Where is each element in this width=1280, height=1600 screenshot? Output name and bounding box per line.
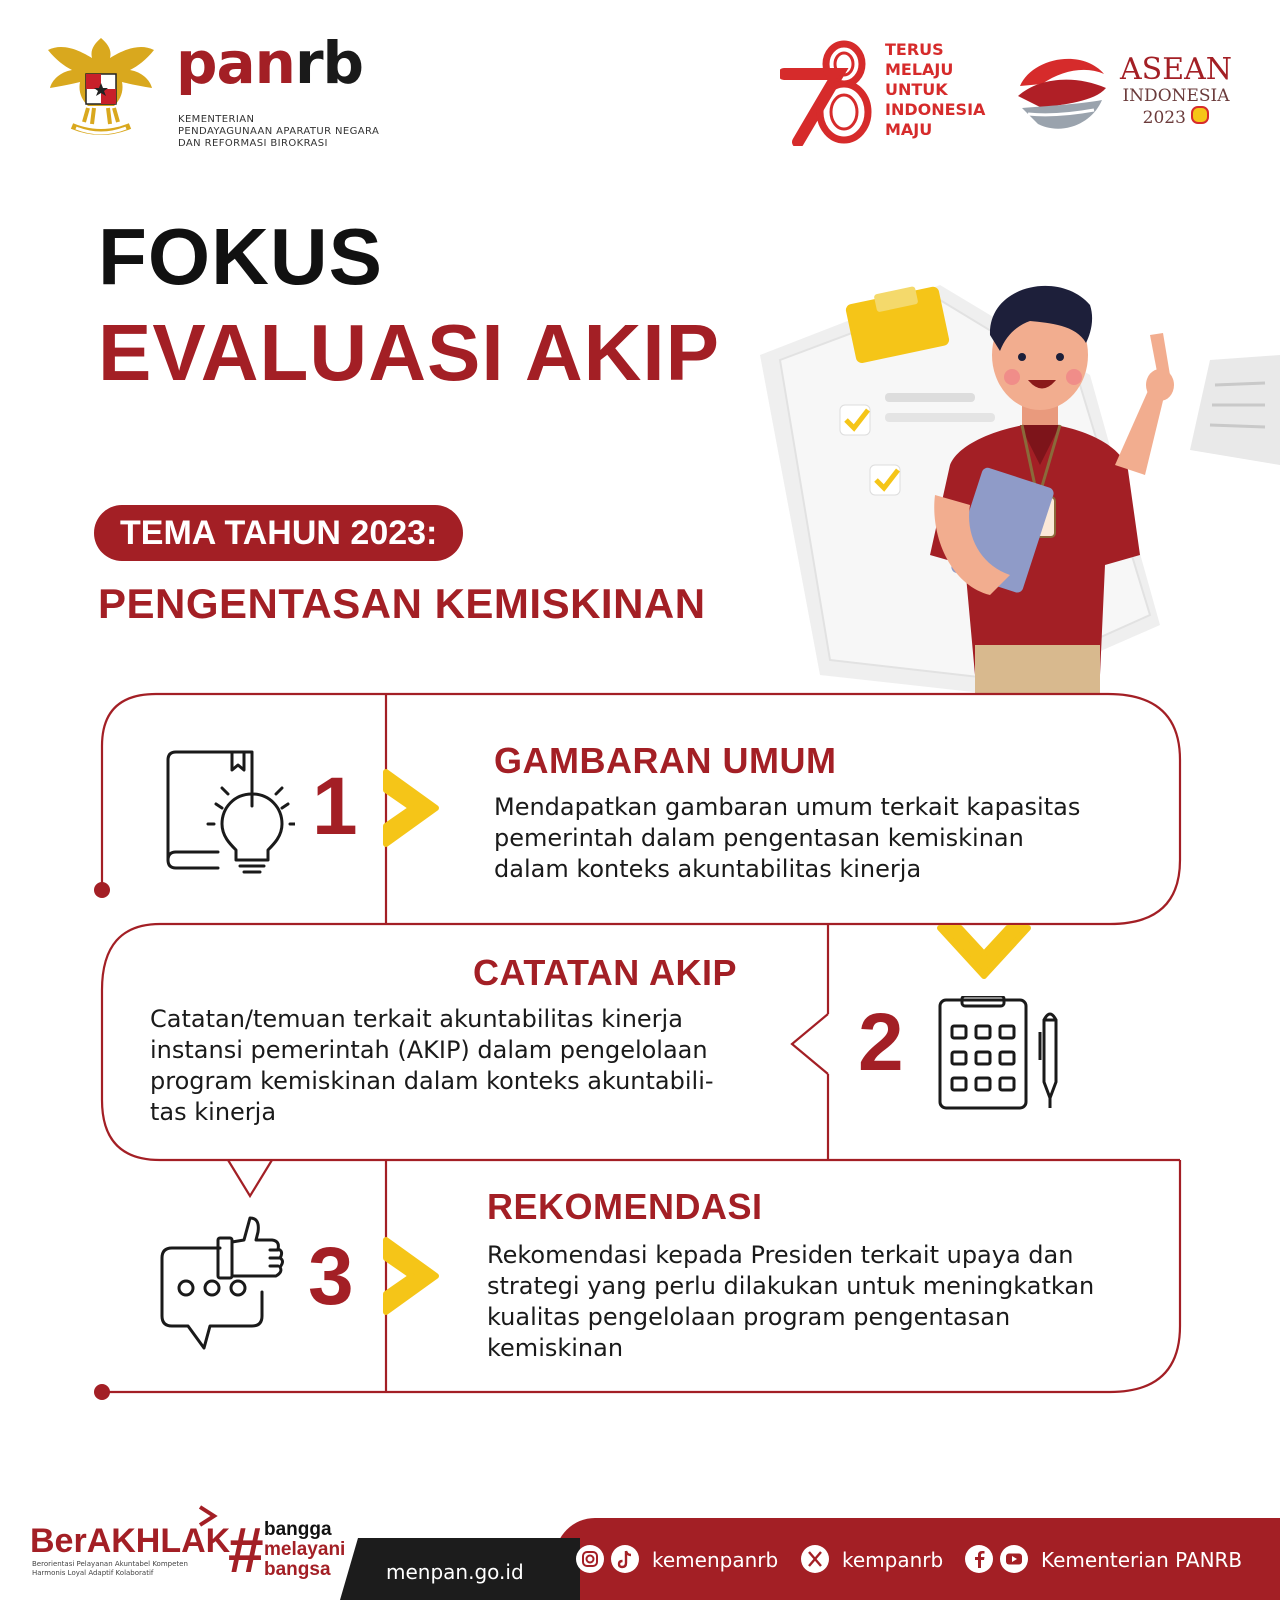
theme-value: PENGENTASAN KEMISKINAN	[98, 580, 706, 627]
x-twitter-icon[interactable]	[800, 1544, 830, 1574]
step-body-line: kualitas pengelolaan program pengentasan	[487, 1303, 1011, 1331]
step-body-line: Rekomendasi kepada Presiden terkait upaya dan	[487, 1241, 1074, 1269]
page-title-line1: FOKUS	[98, 212, 383, 301]
instagram-icon[interactable]	[575, 1544, 605, 1574]
step-3-body	[487, 1240, 1094, 1364]
asean-country: INDONESIA	[1122, 86, 1230, 106]
facebook-youtube-handle[interactable]: Kementerian PANRB	[1041, 1548, 1243, 1572]
step-2-heading: CATATAN AKIP	[473, 952, 737, 993]
thumbs-up-chat-icon	[158, 1214, 288, 1354]
bangsa-word: bangsa	[264, 1559, 331, 1580]
hashtag-mark: #	[228, 1514, 264, 1586]
berakhlak-logo: BerAKHLAK	[30, 1522, 231, 1560]
book-lightbulb-icon	[160, 748, 295, 878]
step-body-line: kemiskinan	[487, 1334, 624, 1362]
ministry-line: DAN REFORMASI BIROKRASI	[178, 138, 328, 149]
asean-title: ASEAN	[1120, 52, 1233, 87]
step-1-heading: GAMBARAN UMUM	[494, 740, 837, 781]
step-body-line: tas kinerja	[150, 1098, 277, 1126]
tagline-line: INDONESIA	[885, 100, 986, 119]
step-body-line: Mendapatkan gambaran umum terkait kapasitas	[494, 793, 1081, 821]
step-body-line: strategi yang perlu dilakukan untuk meningkatkan	[487, 1272, 1095, 1300]
step-body-line: program kemiskinan dalam konteks akuntabili-	[150, 1067, 714, 1095]
tagline-line: TERUS	[885, 40, 944, 59]
theme-label-badge: TEMA TAHUN 2023:	[94, 505, 463, 561]
ministry-line: KEMENTERIAN	[178, 114, 255, 125]
step-body-line: Catatan/temuan terkait akuntabilitas kinerja	[150, 1005, 683, 1033]
tagline-line: UNTUK	[885, 80, 948, 99]
step-body-line: dalam konteks akuntabilitas kinerja	[494, 855, 922, 883]
checklist-pen-icon	[936, 996, 1066, 1112]
step-3-number: 3	[308, 1231, 354, 1322]
tiktok-icon[interactable]	[610, 1544, 640, 1574]
berakhlak-sub-line: Harmonis Loyal Adaptif Kolaboratif	[32, 1569, 154, 1577]
step-1-body	[494, 792, 1080, 885]
panrb-logo-pan: pan	[176, 29, 295, 97]
tagline-line: MAJU	[885, 120, 933, 139]
step-2-number: 2	[858, 997, 904, 1088]
berakhlak-sub-line: Berorientasi Pelayanan Akuntabel Kompeten	[32, 1560, 188, 1568]
melayani-word: melayani	[264, 1539, 346, 1560]
asean-year: 2023	[1120, 106, 1232, 129]
instagram-tiktok-handle[interactable]: kemenpanrb	[652, 1548, 779, 1572]
step-1-number: 1	[312, 761, 358, 852]
tagline-line: MELAJU	[885, 60, 954, 79]
website-link[interactable]: menpan.go.id	[386, 1560, 524, 1584]
berakhlak-subtitle	[32, 1560, 188, 1578]
x-handle[interactable]: kempanrb	[842, 1548, 944, 1572]
ministry-line: PENDAYAGUNAAN APARATUR NEGARA	[178, 126, 380, 137]
panrb-logo-rb: rb	[294, 29, 364, 97]
berakhlak-arrow-icon	[196, 1505, 218, 1527]
bangga-word: bangga	[264, 1519, 332, 1540]
step-body-line: instansi pemerintah (AKIP) dalam pengelolaan	[150, 1036, 708, 1064]
youtube-icon[interactable]	[999, 1544, 1029, 1574]
step-2-body	[150, 1004, 714, 1128]
page-title-line2: EVALUASI AKIP	[98, 308, 720, 397]
step-3-heading: REKOMENDASI	[487, 1186, 763, 1227]
step-body-line: pemerintah dalam pengentasan kemiskinan	[494, 824, 1024, 852]
facebook-icon[interactable]	[964, 1544, 994, 1574]
